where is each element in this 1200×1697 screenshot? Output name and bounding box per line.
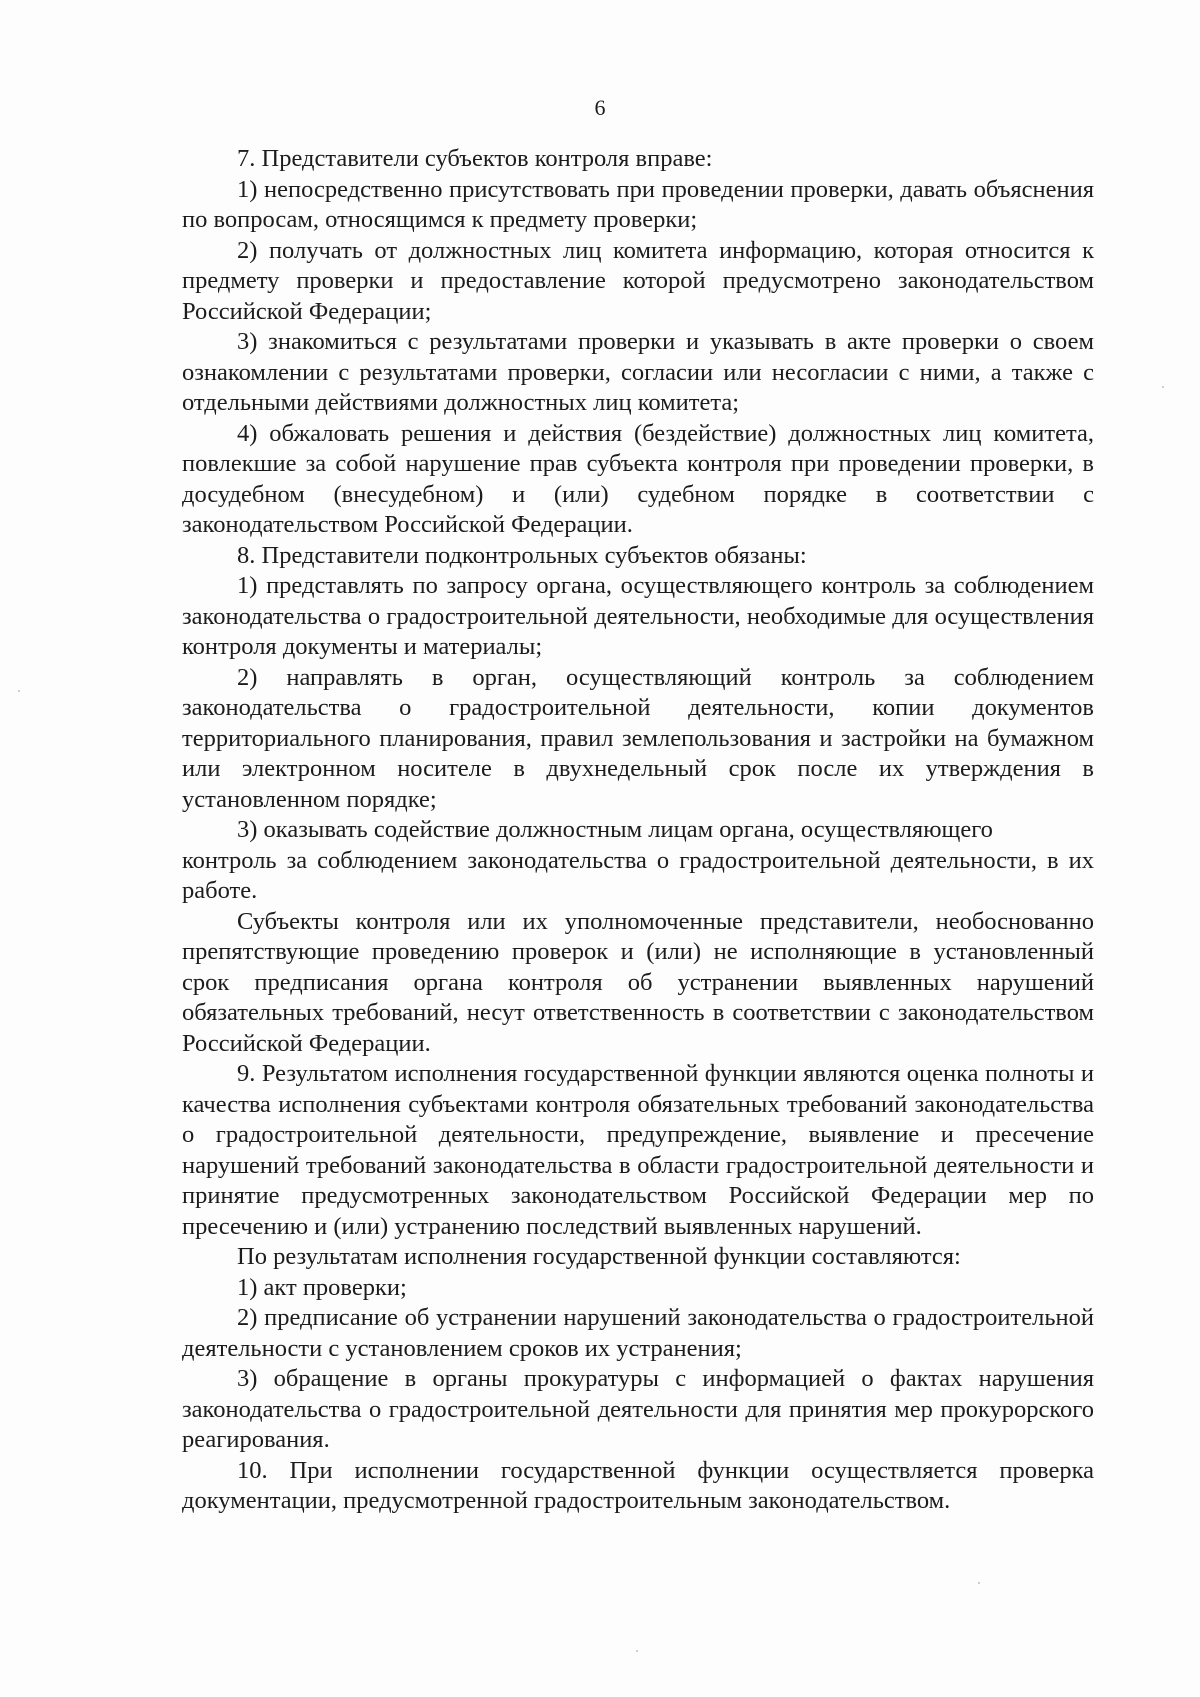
paragraph-results-item-1: 1) акт проверки; [237,1273,407,1301]
scan-speck [978,1582,980,1584]
paragraph-7-item-1: 1) непосредственно присутствовать при проведении проверки, давать объяснения по вопросам, относящимся к предмету проверки; [182,175,1094,233]
document-body [182,144,1094,1517]
paragraph-7-item-2: 2) получать от должностных лиц комитета информацию, которая относится к предмету проверки и предоставление которой предусмотрено законодательством Российской Федерации; [182,236,1094,325]
paragraph-results-item-3: 3) обращение в органы прокуратуры с информацией о фактах нарушения законодательства о градостроительной деятельности для принятия мер прокурорского реагирования. [182,1365,1094,1453]
paragraph-10: 10. При исполнении государственной функции осуществляется проверка документации, предусмотренной градостроительным законодательством. [182,1456,1094,1514]
paragraph-8-item-1: 1) представлять по запросу органа, осуществляющего контроль за соблюдением законодательства о градостроительной деятельности, необходимые для осуществления контроля документы и материалы; [182,572,1094,660]
paragraph-results-heading: По результатам исполнения государственной функции составляются: [237,1243,961,1270]
paragraph-7-item-4: 4) обжаловать решения и действия (бездействие) должностных лиц комитета, повлекшие за собой нарушение прав субъекта контроля при проведении проверки, в досудебном (внесудебном) и (или) судебном порядке в соответствии с законодательством Российской Федерации. [182,419,1094,538]
paragraph-8-heading: 8. Представители подконтрольных субъектов обязаны: [237,541,807,569]
paragraph-results-item-2: 2) предписание об устранении нарушений законодательства о градостроительной деятельности с установлением сроков их устранения; [182,1304,1094,1362]
paragraph-7-heading: 7. Представители субъектов контроля вправе: [237,145,713,172]
scan-speck [1162,386,1164,388]
page-number: 6 [594,95,606,120]
paragraph-8-item-3-continuation: контроль за соблюдением законодательства о градостроительной деятельности, в их работе. [182,846,1094,904]
scan-speck [636,1650,638,1652]
paragraph-8-item-2: 2) направлять в орган, осуществляющий контроль за соблюдением законодательства о градостроительной деятельности, копии документов территориального планирования, правил землепользования и застройки на бумажном или электронном носителе в двухнедельный срок после их утверждения в установленном порядке; [182,663,1094,813]
paragraph-9: 9. Результатом исполнения государственной функции являются оценка полноты и качества исполнения субъектами контроля обязательных требований законодательства о градостроительной деятельности, предупреждение, выявление и пресечение нарушений требований законодательства в области градостроительной деятельности и принятие предусмотренных законодательством Российской Федерации мер по пресечению и (или) устранению последствий выявленных нарушений. [182,1060,1094,1240]
paragraph-7-item-3: 3) знакомиться с результатами проверки и указывать в акте проверки о своем ознакомлении с результатами проверки, согласии или несогласии с ними, а также с отдельными действиями должностных лиц комитета; [182,328,1094,416]
scan-speck [18,690,20,692]
paragraph-8-item-3: 3) оказывать содействие должностным лицам органа, осуществляющего [237,816,993,843]
paragraph-liability: Субъекты контроля или их уполномоченные представители, необоснованно препятствующие проведению проверок и (или) не исполняющие в установленный срок предписания органа контроля об устранении выявленных нарушений обязательных требований, несут ответственность в соответствии с законодательством Российской Федерации. [182,907,1094,1057]
